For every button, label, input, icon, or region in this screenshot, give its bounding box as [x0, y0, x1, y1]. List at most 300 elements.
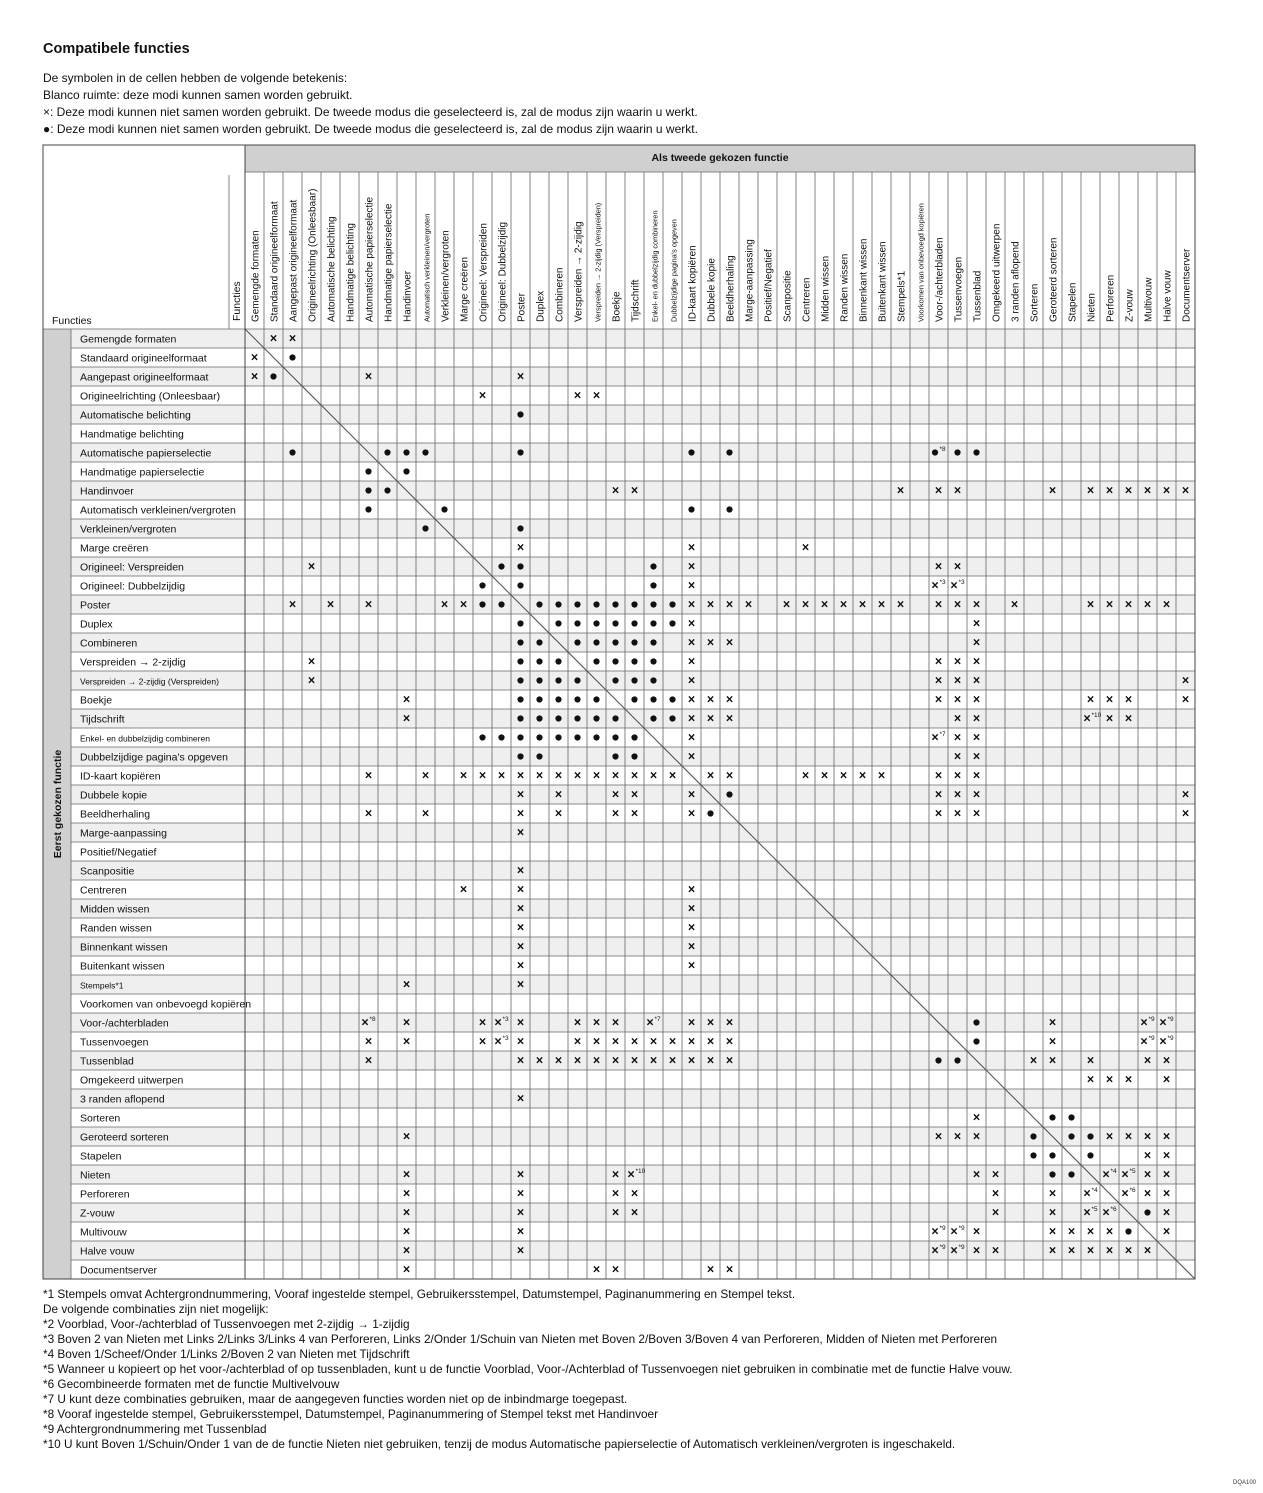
footnote-ref: *9 — [1148, 1035, 1155, 1042]
column-header: Verkleinen/vergroten — [440, 230, 452, 322]
incompatible-cross: × — [307, 673, 316, 688]
column-header: ID-kaart kopiëren — [687, 245, 699, 322]
incompatible-dot — [669, 620, 675, 626]
incompatible-cross: × — [1143, 1129, 1152, 1144]
incompatible-dot — [612, 658, 618, 664]
incompatible-cross: × — [858, 597, 867, 612]
incompatible-dot — [498, 734, 504, 740]
incompatible-cross: × — [953, 654, 962, 669]
row-header: Combineren — [80, 637, 138, 650]
footnote-ref: *6 — [1110, 1206, 1117, 1213]
incompatible-dot — [688, 506, 694, 512]
column-header: Scanpositie — [782, 270, 794, 322]
incompatible-dot — [517, 696, 523, 702]
incompatible-dot — [1049, 1152, 1055, 1158]
incompatible-dot — [536, 715, 542, 721]
incompatible-cross: × — [687, 730, 696, 745]
column-header: Standaard origineelformaat — [269, 201, 281, 322]
row-header: Tussenvoegen — [80, 1036, 149, 1049]
incompatible-cross: × — [953, 806, 962, 821]
column-header: Automatische papierselectie — [364, 196, 376, 322]
incompatible-dot — [365, 468, 371, 474]
column-header: Centreren — [801, 277, 813, 322]
incompatible-cross: × — [820, 597, 829, 612]
incompatible-cross: × — [1162, 1148, 1171, 1163]
footnote-1: *1 Stempels omvat Achtergrondnummering, Vooraf ingestelde stempel, Gebruikersstempel, Datumstempel, Paginanummering en Stempel tekst. — [43, 1287, 796, 1301]
incompatible-cross: × — [250, 369, 259, 384]
incompatible-cross: × — [1048, 1053, 1057, 1068]
incompatible-dot — [593, 658, 599, 664]
incompatible-cross: × — [364, 806, 373, 821]
row-header: Z-vouw — [80, 1207, 115, 1220]
incompatible-dot — [631, 639, 637, 645]
incompatible-cross: × — [611, 768, 620, 783]
incompatible-cross: × — [706, 1034, 715, 1049]
incompatible-dot — [612, 734, 618, 740]
incompatible-cross: × — [934, 1129, 943, 1144]
incompatible-cross: × — [573, 1053, 582, 1068]
incompatible-dot — [593, 620, 599, 626]
incompatible-cross: × — [611, 806, 620, 821]
incompatible-dot — [574, 639, 580, 645]
footnote-ref: *5 — [1129, 1168, 1136, 1175]
footnote-ref: *8 — [369, 1016, 376, 1023]
incompatible-cross: × — [687, 635, 696, 650]
intro-line-blank: Blanco ruimte: deze modi kunnen samen worden gebruikt. — [43, 88, 353, 102]
incompatible-dot — [631, 677, 637, 683]
incompatible-cross: × — [950, 1224, 958, 1239]
footnotes — [43, 1287, 1012, 1452]
incompatible-dot — [555, 658, 561, 664]
incompatible-cross: × — [1105, 1224, 1114, 1239]
incompatible-cross: × — [402, 711, 411, 726]
incompatible-cross: × — [630, 1053, 639, 1068]
row-header: Marge-aanpassing — [80, 827, 167, 840]
incompatible-dot — [631, 620, 637, 626]
row-header: Tussenblad — [80, 1055, 134, 1068]
incompatible-cross: × — [611, 1034, 620, 1049]
incompatible-dot — [517, 639, 523, 645]
incompatible-dot — [1030, 1133, 1036, 1139]
incompatible-dot — [973, 1019, 979, 1025]
incompatible-dot — [574, 715, 580, 721]
column-header: Tijdschrift — [630, 279, 642, 322]
incompatible-dot — [289, 449, 295, 455]
column-header: Nieten — [1086, 293, 1098, 322]
incompatible-dot — [536, 696, 542, 702]
row-header: Boekje — [80, 694, 113, 707]
incompatible-cross: × — [478, 388, 487, 403]
incompatible-dot — [403, 468, 409, 474]
incompatible-cross: × — [706, 635, 715, 650]
incompatible-dot — [612, 620, 618, 626]
incompatible-cross: × — [953, 768, 962, 783]
incompatible-cross: × — [1048, 1186, 1057, 1201]
incompatible-cross: × — [972, 806, 981, 821]
row-header: Omgekeerd uitwerpen — [80, 1074, 184, 1087]
incompatible-cross: × — [1124, 711, 1133, 726]
row-header: Randen wissen — [80, 922, 152, 935]
incompatible-dot — [422, 525, 428, 531]
incompatible-cross: × — [991, 1205, 1000, 1220]
column-header: Sorteren — [1029, 283, 1041, 322]
incompatible-dot — [631, 753, 637, 759]
incompatible-dot — [631, 601, 637, 607]
column-header: Verspreiden → 2-zijdig (Verspreiden) — [593, 202, 603, 322]
incompatible-dot — [650, 639, 656, 645]
incompatible-cross: × — [288, 331, 297, 346]
incompatible-cross: × — [972, 692, 981, 707]
incompatible-dot — [612, 753, 618, 759]
incompatible-cross: × — [1048, 1224, 1057, 1239]
incompatible-dot — [650, 677, 656, 683]
incompatible-cross: × — [972, 1243, 981, 1258]
footnote-9: *9 Achtergrondnummering met Tussenblad — [43, 1422, 267, 1436]
row-stripe — [71, 975, 1195, 994]
incompatible-cross: × — [934, 559, 943, 574]
incompatible-cross: × — [1121, 1167, 1129, 1182]
incompatible-cross: × — [972, 1167, 981, 1182]
incompatible-cross: × — [1105, 483, 1114, 498]
column-header: Origineelrichting (Onleesbaar) — [307, 188, 319, 322]
incompatible-dot — [1068, 1171, 1074, 1177]
incompatible-cross: × — [1083, 1186, 1091, 1201]
incompatible-cross: × — [1159, 1015, 1167, 1030]
row-header: Enkel- en dubbelzijdig combineren — [80, 733, 210, 744]
incompatible-cross: × — [972, 1110, 981, 1125]
incompatible-cross: × — [326, 597, 335, 612]
incompatible-cross: × — [402, 1205, 411, 1220]
column-header: Geroteerd sorteren — [1048, 237, 1060, 322]
column-header: Automatisch verkleinen/vergroten — [422, 213, 432, 322]
incompatible-dot — [441, 506, 447, 512]
incompatible-dot — [932, 449, 938, 455]
incompatible-cross: × — [1105, 692, 1114, 707]
row-header: Origineel: Verspreiden — [80, 561, 184, 574]
incompatible-cross: × — [630, 1034, 639, 1049]
incompatible-cross: × — [991, 1243, 1000, 1258]
incompatible-dot — [555, 601, 561, 607]
incompatible-cross: × — [687, 578, 696, 593]
row-header: Stapelen — [80, 1150, 122, 1163]
incompatible-dot — [650, 582, 656, 588]
incompatible-cross: × — [1162, 1205, 1171, 1220]
row-stripe — [71, 519, 1195, 538]
incompatible-cross: × — [402, 1034, 411, 1049]
incompatible-cross: × — [1140, 1034, 1148, 1049]
incompatible-cross: × — [725, 768, 734, 783]
incompatible-cross: × — [1162, 1053, 1171, 1068]
row-header: Dubbelzijdige pagina's opgeven — [80, 751, 228, 764]
column-header: Handmatige belichting — [345, 223, 357, 322]
incompatible-cross: × — [725, 692, 734, 707]
incompatible-cross: × — [478, 1034, 487, 1049]
incompatible-cross: × — [934, 597, 943, 612]
row-header: Halve vouw — [80, 1245, 135, 1258]
incompatible-cross: × — [706, 597, 715, 612]
incompatible-cross: × — [1067, 1243, 1076, 1258]
incompatible-dot — [270, 373, 276, 379]
incompatible-cross: × — [459, 882, 468, 897]
incompatible-cross: × — [839, 768, 848, 783]
incompatible-cross: × — [516, 369, 525, 384]
incompatible-cross: × — [725, 1015, 734, 1030]
incompatible-cross: × — [402, 1262, 411, 1277]
incompatible-dot — [688, 449, 694, 455]
incompatible-cross: × — [497, 768, 506, 783]
footnote-ref: *6 — [1129, 1187, 1136, 1194]
incompatible-cross: × — [269, 331, 278, 346]
column-header: Halve vouw — [1162, 270, 1174, 322]
incompatible-cross: × — [630, 787, 639, 802]
incompatible-cross: × — [1121, 1186, 1129, 1201]
incompatible-cross: × — [516, 825, 525, 840]
incompatible-cross: × — [554, 768, 563, 783]
incompatible-dot — [1125, 1228, 1131, 1234]
incompatible-cross: × — [934, 483, 943, 498]
incompatible-cross: × — [459, 597, 468, 612]
incompatible-dot — [517, 563, 523, 569]
incompatible-dot — [650, 601, 656, 607]
row-stripe — [71, 1241, 1195, 1260]
incompatible-cross: × — [1105, 1072, 1114, 1087]
incompatible-cross: × — [554, 1053, 563, 1068]
incompatible-cross: × — [402, 1129, 411, 1144]
incompatible-dot — [1049, 1171, 1055, 1177]
row-stripe — [71, 1089, 1195, 1108]
incompatible-cross: × — [611, 1205, 620, 1220]
incompatible-dot — [555, 677, 561, 683]
incompatible-cross: × — [972, 787, 981, 802]
incompatible-cross: × — [1143, 1243, 1152, 1258]
row-stripe — [71, 557, 1195, 576]
incompatible-cross: × — [687, 920, 696, 935]
incompatible-dot — [289, 354, 295, 360]
row-header: Nieten — [80, 1169, 111, 1182]
incompatible-cross: × — [1105, 1129, 1114, 1144]
incompatible-cross: × — [953, 1129, 962, 1144]
incompatible-cross: × — [668, 768, 677, 783]
incompatible-dot — [517, 658, 523, 664]
incompatible-cross: × — [516, 1186, 525, 1201]
incompatible-dot — [669, 696, 675, 702]
incompatible-cross: × — [421, 768, 430, 783]
incompatible-cross: × — [1162, 1129, 1171, 1144]
incompatible-cross: × — [950, 578, 958, 593]
incompatible-cross: × — [516, 1091, 525, 1106]
incompatible-cross: × — [611, 1053, 620, 1068]
incompatible-cross: × — [1048, 483, 1057, 498]
incompatible-cross: × — [421, 806, 430, 821]
column-header: 3 randen aflopend — [1010, 241, 1022, 322]
intro-line-symbols: De symbolen in de cellen hebben de volgende betekenis: — [43, 71, 348, 85]
incompatible-cross: × — [953, 730, 962, 745]
incompatible-cross: × — [1140, 1015, 1148, 1030]
incompatible-cross: × — [494, 1015, 502, 1030]
column-group-header: Als tweede gekozen functie — [651, 152, 789, 164]
incompatible-cross: × — [402, 977, 411, 992]
incompatible-cross: × — [801, 540, 810, 555]
row-header: 3 randen aflopend — [80, 1093, 165, 1106]
footnote-ref: *10 — [1091, 712, 1102, 719]
incompatible-dot — [954, 1057, 960, 1063]
row-header: Origineel: Dubbelzijdig — [80, 580, 186, 593]
column-header: Poster — [516, 293, 528, 322]
incompatible-cross: × — [972, 1129, 981, 1144]
column-header: Aangepast origineelformaat — [288, 199, 300, 322]
incompatible-cross: × — [1143, 1186, 1152, 1201]
row-header: Dubbele kopie — [80, 789, 148, 802]
incompatible-cross: × — [687, 901, 696, 916]
incompatible-dot — [612, 677, 618, 683]
incompatible-cross: × — [687, 882, 696, 897]
incompatible-cross: × — [1048, 1015, 1057, 1030]
incompatible-cross: × — [1143, 483, 1152, 498]
incompatible-dot — [517, 677, 523, 683]
footnote-ref: *3 — [958, 579, 965, 586]
incompatible-cross: × — [725, 1034, 734, 1049]
footnote-ref: *7 — [654, 1016, 661, 1023]
footnote-ref: *9 — [958, 1244, 965, 1251]
incompatible-cross: × — [725, 1262, 734, 1277]
incompatible-cross: × — [877, 597, 886, 612]
incompatible-cross: × — [706, 1015, 715, 1030]
incompatible-dot — [1068, 1133, 1074, 1139]
incompatible-cross: × — [573, 1034, 582, 1049]
row-header: Voor-/achterbladen — [80, 1017, 169, 1030]
incompatible-cross: × — [535, 768, 544, 783]
incompatible-cross: × — [687, 559, 696, 574]
incompatible-cross: × — [516, 939, 525, 954]
column-header: Marge-aanpassing — [744, 239, 756, 322]
incompatible-dot — [726, 791, 732, 797]
incompatible-cross: × — [1162, 1072, 1171, 1087]
column-header: Documentserver — [1181, 248, 1193, 322]
incompatible-dot — [517, 411, 523, 417]
incompatible-dot — [574, 696, 580, 702]
incompatible-cross: × — [931, 578, 939, 593]
incompatible-cross: × — [1181, 806, 1190, 821]
incompatible-dot — [593, 696, 599, 702]
incompatible-dot — [669, 601, 675, 607]
incompatible-cross: × — [972, 673, 981, 688]
incompatible-cross: × — [1105, 597, 1114, 612]
incompatible-dot — [1068, 1114, 1074, 1120]
incompatible-dot — [1049, 1114, 1055, 1120]
footnote-10: *10 U kunt Boven 1/Schuin/Onder 1 van de de functie Nieten niet gebruiken, tenzij de modus Automatische papierselectie of Automatisch verkleinen/vergroten is ingeschakeld. — [43, 1437, 956, 1451]
row-header: Gemengde formaten — [80, 333, 177, 346]
incompatible-cross: × — [592, 1015, 601, 1030]
incompatible-cross: × — [953, 692, 962, 707]
footnote-ref: *9 — [1167, 1016, 1174, 1023]
incompatible-dot — [954, 449, 960, 455]
incompatible-cross: × — [611, 483, 620, 498]
footnote-5: *5 Wanneer u kopieert op het voor-/achterblad of op tussenbladen, kunt u de functie Voorblad, Voor-/Achterblad of Tussenvoegen niet gebruiken in combinatie met de functie Halve vouw. — [43, 1362, 1013, 1376]
column-header: Voorkomen van onbevoegd kopiëren — [916, 203, 926, 322]
incompatible-cross: × — [573, 1015, 582, 1030]
incompatible-cross: × — [630, 1205, 639, 1220]
footnote-6: *6 Gecombineerde formaten met de functie Multivelvouw — [43, 1377, 340, 1391]
incompatible-dot — [555, 734, 561, 740]
incompatible-dot — [422, 449, 428, 455]
incompatible-cross: × — [1143, 1167, 1152, 1182]
incompatible-cross: × — [630, 483, 639, 498]
incompatible-cross: × — [307, 559, 316, 574]
incompatible-cross: × — [630, 806, 639, 821]
incompatible-cross: × — [1083, 711, 1091, 726]
column-header: Randen wissen — [839, 253, 851, 322]
incompatible-cross: × — [649, 1034, 658, 1049]
incompatible-dot — [536, 677, 542, 683]
incompatible-cross: × — [1181, 673, 1190, 688]
incompatible-dot — [650, 715, 656, 721]
incompatible-cross: × — [687, 1034, 696, 1049]
incompatible-dot — [365, 487, 371, 493]
incompatible-dot — [593, 715, 599, 721]
column-header: Handinvoer — [402, 270, 414, 322]
incompatible-cross: × — [402, 1167, 411, 1182]
incompatible-cross: × — [288, 597, 297, 612]
footnote-2: *2 Voorblad, Voor-/achterblad of Tussenvoegen met 2-zijdig → 1-zijdig — [43, 1317, 410, 1331]
incompatible-cross: × — [402, 1015, 411, 1030]
row-header: Verspreiden → 2-zijdig (Verspreiden) — [80, 676, 219, 687]
incompatible-cross: × — [516, 1167, 525, 1182]
row-stripe — [71, 1127, 1195, 1146]
incompatible-cross: × — [706, 711, 715, 726]
incompatible-dot — [612, 715, 618, 721]
incompatible-cross: × — [516, 1224, 525, 1239]
footnote-ref: *9 — [1148, 1016, 1155, 1023]
incompatible-cross: × — [668, 1034, 677, 1049]
column-header: Multivouw — [1143, 277, 1155, 322]
row-header: Handmatige papierselectie — [80, 466, 205, 479]
incompatible-cross: × — [1105, 711, 1114, 726]
incompatible-cross: × — [934, 768, 943, 783]
incompatible-cross: × — [516, 1034, 525, 1049]
column-header: Omgekeerd uitwerpen — [991, 223, 1003, 322]
column-header: Enkel- en dubbelzijdig combineren — [650, 210, 660, 322]
column-header: Automatische belichting — [326, 216, 338, 322]
incompatible-cross: × — [535, 1053, 544, 1068]
row-header: Binnenkant wissen — [80, 941, 168, 954]
incompatible-cross: × — [516, 920, 525, 935]
incompatible-cross: × — [687, 806, 696, 821]
incompatible-cross: × — [687, 1015, 696, 1030]
incompatible-cross: × — [931, 1224, 939, 1239]
incompatible-cross: × — [972, 654, 981, 669]
incompatible-dot — [631, 696, 637, 702]
incompatible-cross: × — [687, 749, 696, 764]
row-header: Standaard origineelformaat — [80, 352, 207, 365]
incompatible-dot — [517, 620, 523, 626]
incompatible-cross: × — [1143, 1053, 1152, 1068]
row-group-header: Eerst gekozen functie — [52, 749, 64, 859]
footnote-ref: *9 — [958, 1225, 965, 1232]
incompatible-cross: × — [687, 616, 696, 631]
incompatible-cross: × — [953, 597, 962, 612]
incompatible-cross: × — [364, 597, 373, 612]
incompatible-cross: × — [953, 483, 962, 498]
incompatible-cross: × — [1162, 1167, 1171, 1182]
column-header: Binnenkant wissen — [858, 238, 870, 322]
incompatible-cross: × — [1086, 597, 1095, 612]
incompatible-dot — [1087, 1133, 1093, 1139]
row-header: Handmatige belichting — [80, 428, 184, 441]
incompatible-cross: × — [1124, 692, 1133, 707]
incompatible-dot — [593, 734, 599, 740]
incompatible-dot — [536, 734, 542, 740]
row-header: Duplex — [80, 618, 113, 631]
